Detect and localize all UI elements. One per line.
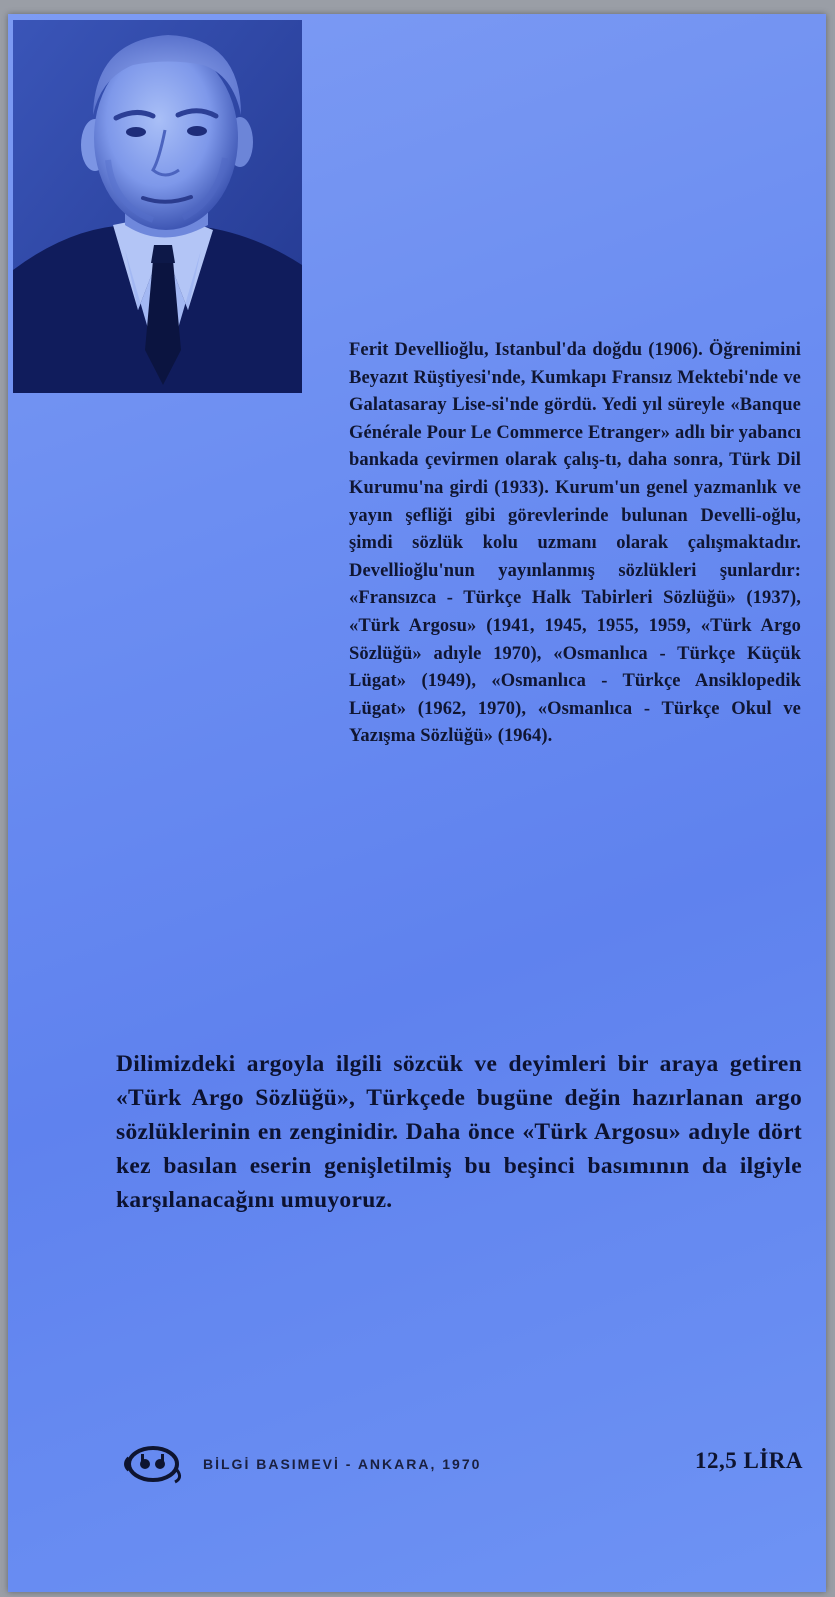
bilgi-publisher-logo-icon [123,1444,185,1484]
author-photo [13,20,302,393]
cover-footer [123,1442,803,1486]
author-biography: Ferit Devellioğlu, Istanbul'da doğdu (1906). Öğrenimini Beyazıt Rüştiyesi'nde, Kumkapı Fransız Mektebi'nde ve Galatasaray Lise-si'nde gördü. Yedi yıl süreyle «Banque Générale Pour Le Commerce Etranger» adlı bir yabancı bankada çevirmen olarak çalış-tı, daha sonra, Türk Dil Kurumu'na girdi (1933). Kurum'un genel yazmanlık ve yayın şefliği gibi görevlerinde bulunan Develli-oğlu, şimdi sözlük kolu uzmanı olarak çalışmaktadır. Devellioğlu'nun yayınlanmış sözlükleri şunlardır: «Fransızca - Türkçe Halk Tabirleri Sözlüğü» (1937), «Türk Argosu» (1941, 1945, 1955, 1959, «Türk Argo Sözlüğü» adıyle 1970), «Osmanlıca - Türkçe Küçük Lügat» (1949), «Osmanlıca - Türkçe Ansiklopedik Lügat» (1962, 1970), «Osmanlıca - Türkçe Okul ve Yazışma Sözlüğü» (1964). [349,340,801,747]
price-label: 12,5 LİRA [694,1448,803,1473]
book-back-cover [8,14,826,1592]
publisher-imprint: BİLGİ BASIMEVİ - ANKARA, 1970 [203,1456,482,1472]
author-portrait-icon [13,20,302,393]
book-description: Dilimizdeki argoyla ilgili sözcük ve deyimleri bir araya getiren «Türk Argo Sözlüğü», Türkçede bugüne değin hazırlanan argo sözlüklerinin en zenginidir. Daha önce «Türk Argosu» adıyle dört kez basılan eserin genişletilmiş bu beşinci basımının da ilgiyle karşılanacağını umuyoruz. [116,1051,802,1213]
